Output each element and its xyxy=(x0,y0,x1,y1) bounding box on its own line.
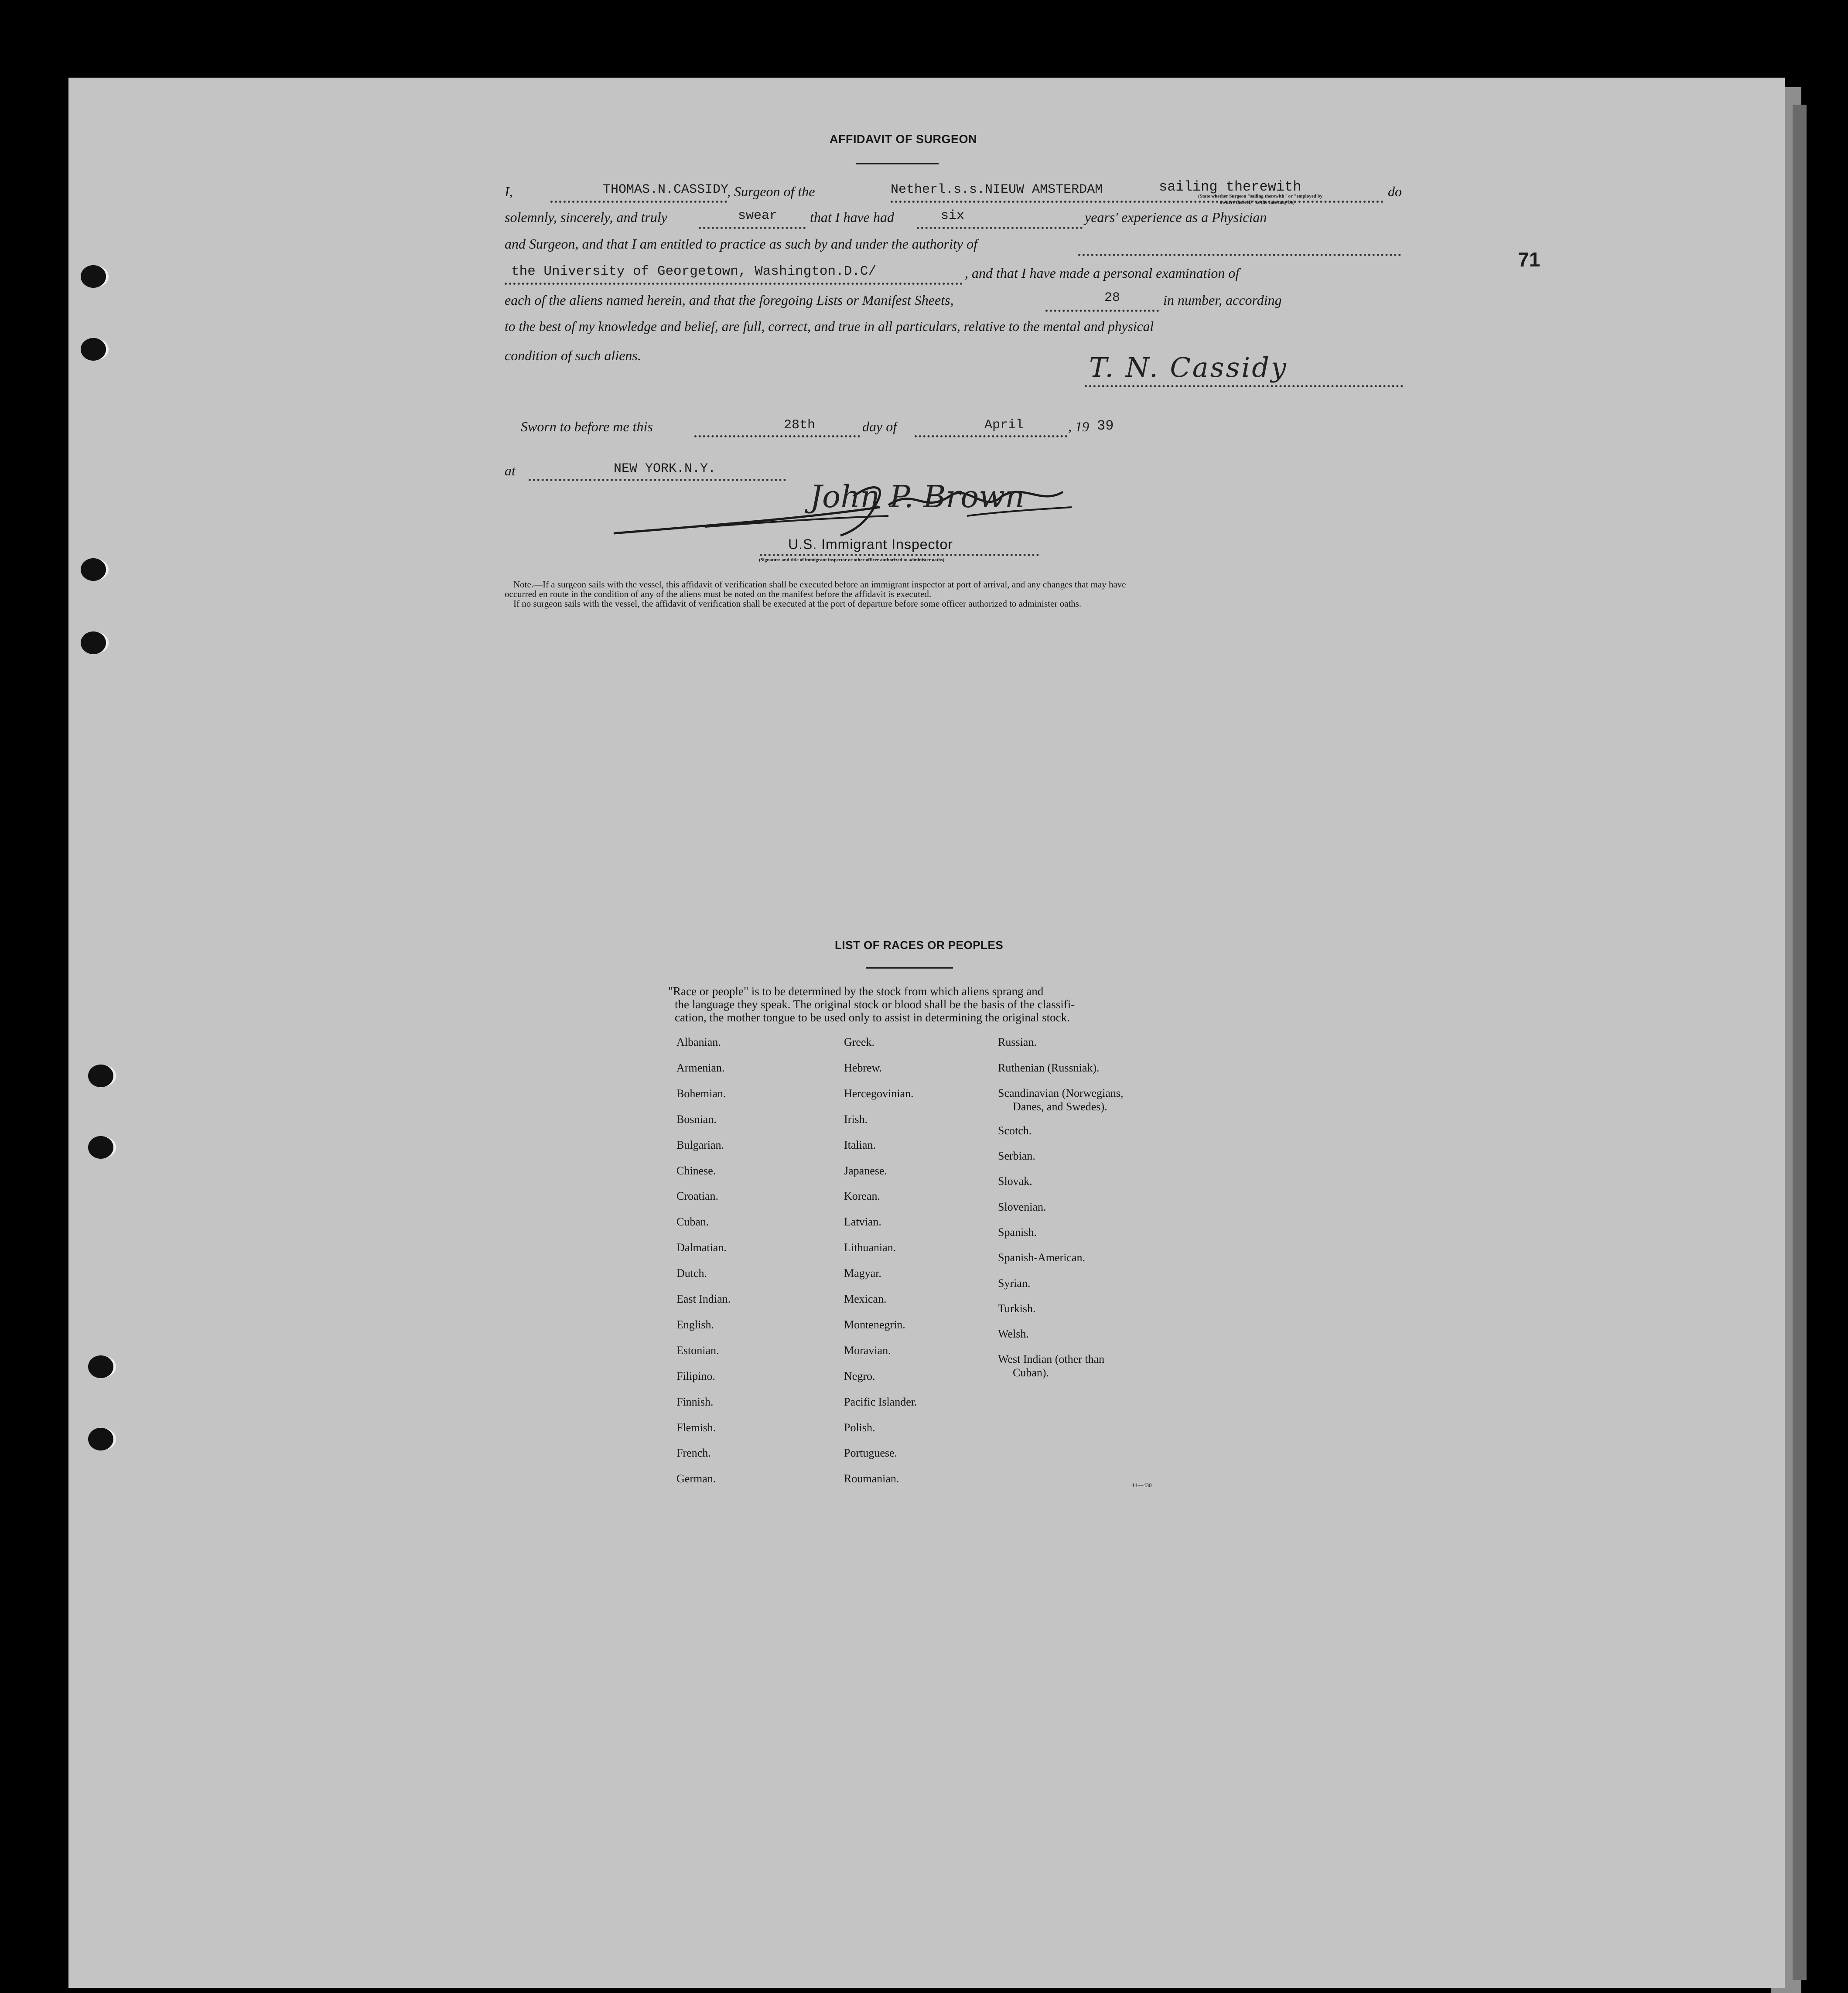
race-item: Portuguese. xyxy=(844,1447,898,1460)
race-item: Ruthenian (Russniak). xyxy=(998,1061,1100,1074)
race-item: Albanian. xyxy=(676,1036,721,1048)
race-item: Scotch. xyxy=(998,1124,1032,1137)
race-item: Danes, and Swedes). xyxy=(1013,1100,1107,1113)
race-item: Cuban. xyxy=(676,1215,709,1229)
oath-line xyxy=(699,227,806,229)
race-item: Hercegovinian. xyxy=(844,1087,914,1100)
affidavit-line-1c: do xyxy=(1388,184,1402,199)
race-item: Magyar. xyxy=(844,1267,881,1280)
vessel-name: Netherl.s.s.NIEUW AMSTERDAM xyxy=(891,182,1103,197)
race-item: Italian. xyxy=(844,1138,876,1151)
race-item: Spanish-American. xyxy=(998,1251,1086,1264)
race-item: Flemish. xyxy=(676,1421,716,1434)
binder-hole xyxy=(81,558,106,581)
at-label: at xyxy=(505,463,516,478)
surgeon-signature-line xyxy=(1085,385,1403,387)
authority-line-top xyxy=(1078,254,1401,256)
race-item: Hebrew. xyxy=(844,1061,882,1074)
race-item: Japanese. xyxy=(844,1164,887,1177)
note-line-3: If no surgeon sails with the vessel, the affidavit of verification shall be executed at the port of departure before some officer authorized to administer oaths. xyxy=(513,598,1082,609)
affidavit-line-2c: years' experience as a Physician xyxy=(1085,209,1267,225)
document-page xyxy=(68,78,1785,1988)
race-item: English. xyxy=(676,1318,714,1331)
inspector-caption: (Signature and title of immigrant inspector or other officer authorized to administer oaths) xyxy=(759,557,945,563)
month-line xyxy=(915,435,1067,437)
race-item: Korean. xyxy=(844,1190,881,1203)
sworn-text-a: Sworn to before me this xyxy=(521,419,653,434)
race-item: Greek. xyxy=(844,1036,875,1048)
race-item: Pacific Islander. xyxy=(844,1395,917,1408)
sworn-text-b: day of xyxy=(862,419,897,434)
race-item: Spanish. xyxy=(998,1226,1037,1239)
surgeon-name-line xyxy=(550,201,727,203)
affidavit-line-1a: I, xyxy=(505,184,513,199)
race-item: Irish. xyxy=(844,1113,868,1126)
binder-hole xyxy=(88,1065,113,1087)
race-item: Dalmatian. xyxy=(676,1241,727,1254)
race-item: Russian. xyxy=(998,1036,1037,1048)
affidavit-line-2b: that I have had xyxy=(810,209,894,225)
sailing-status: sailing therewith xyxy=(1159,179,1301,195)
years-line xyxy=(917,227,1083,229)
page-stack-edge-2 xyxy=(1793,105,1807,1980)
authority-name: the University of Georgetown, Washington.D.C/ xyxy=(511,264,877,279)
inspector-title: U.S. Immigrant Inspector xyxy=(788,536,953,552)
affidavit-line-1b: , Surgeon of the xyxy=(727,184,815,199)
race-item: Syrian. xyxy=(998,1277,1031,1290)
race-item: Slovenian. xyxy=(998,1201,1046,1213)
note-line-1: Note.—If a surgeon sails with the vessel, this affidavit of verification shall be executed before an immigrant inspector at port of arrival, and any changes that may have xyxy=(513,579,1126,590)
race-item: Slovak. xyxy=(998,1175,1032,1188)
race-item: Turkish. xyxy=(998,1302,1036,1315)
day-line xyxy=(694,435,860,437)
affidavit-line-5b: in number, according xyxy=(1163,292,1282,308)
race-item: Negro. xyxy=(844,1369,875,1382)
state-note-2: owners thereof," as the case may be) xyxy=(1220,200,1295,205)
race-item: Chinese. xyxy=(676,1164,716,1177)
affidavit-line-2a: solemnly, sincerely, and truly xyxy=(505,209,667,225)
sworn-month: April xyxy=(984,418,1024,433)
years-count: six xyxy=(941,208,965,223)
race-item: Latvian. xyxy=(844,1215,881,1229)
race-item: West Indian (other than xyxy=(998,1353,1105,1365)
sheets-count: 28 xyxy=(1104,290,1120,305)
sworn-day: 28th xyxy=(784,418,816,433)
title-rule xyxy=(856,163,939,164)
form-number: 14—430 xyxy=(1132,1482,1152,1488)
races-title-rule xyxy=(866,967,953,969)
race-item: Moravian. xyxy=(844,1344,891,1357)
race-item: Roumanian. xyxy=(844,1472,899,1485)
authority-line xyxy=(505,283,963,285)
binder-hole xyxy=(81,265,106,288)
affidavit-title: AFFIDAVIT OF SURGEON xyxy=(830,133,977,146)
races-title: LIST OF RACES OR PEOPLES xyxy=(835,938,1004,952)
sworn-year: 39 xyxy=(1097,418,1114,434)
vessel-line xyxy=(891,201,1383,203)
race-item: Estonian. xyxy=(676,1344,719,1357)
race-item: East Indian. xyxy=(676,1293,731,1305)
race-item: Scandinavian (Norwegians, xyxy=(998,1087,1124,1099)
race-item: Bohemian. xyxy=(676,1087,726,1100)
note-line-2: occurred en route in the condition of any of the aliens must be noted on the manifest before the affidavit is executed. xyxy=(505,589,932,599)
affidavit-line-3: and Surgeon, and that I am entitled to practice as such by and under the authority of xyxy=(505,236,977,252)
race-item: Welsh. xyxy=(998,1328,1029,1340)
race-item: Finnish. xyxy=(676,1395,714,1408)
sworn-text-c: , 19 xyxy=(1068,419,1089,434)
race-item: Croatian. xyxy=(676,1190,719,1203)
race-item: German. xyxy=(676,1472,716,1485)
race-item: Armenian. xyxy=(676,1061,725,1074)
race-item: Polish. xyxy=(844,1421,875,1434)
races-intro-2: the language they speak. The original stock or blood shall be the basis of the classifi- xyxy=(675,998,1075,1011)
race-item: Cuban). xyxy=(1013,1366,1049,1379)
race-item: Montenegrin. xyxy=(844,1318,905,1331)
binder-hole xyxy=(88,1428,113,1450)
races-intro-1: "Race or people" is to be determined by the stock from which aliens sprang and xyxy=(668,985,1044,998)
inspector-title-line xyxy=(760,554,1039,556)
race-item: French. xyxy=(676,1447,711,1460)
race-item: Filipino. xyxy=(676,1369,715,1382)
state-note-1: (State whether Surgeon "sailing therewith" or "employed by xyxy=(1198,194,1323,199)
binder-hole xyxy=(81,631,106,654)
race-item: Bulgarian. xyxy=(676,1138,724,1151)
binder-hole xyxy=(88,1355,113,1378)
oath-word: swear xyxy=(738,208,778,223)
race-item: Mexican. xyxy=(844,1293,887,1305)
surgeon-name: THOMAS.N.CASSIDY xyxy=(603,182,729,197)
race-item: Serbian. xyxy=(998,1150,1035,1162)
affidavit-line-6: to the best of my knowledge and belief, are full, correct, and true in all particulars, relative to the mental and physical xyxy=(505,319,1154,334)
race-item: Bosnian. xyxy=(676,1113,717,1126)
races-intro-3: cation, the mother tongue to be used only to assist in determining the original stock. xyxy=(675,1011,1070,1024)
race-item: Dutch. xyxy=(676,1267,707,1280)
surgeon-signature: T. N. Cassidy xyxy=(1089,352,1288,383)
place-name: NEW YORK.N.Y. xyxy=(614,461,716,476)
race-item: Lithuanian. xyxy=(844,1241,896,1254)
binder-hole xyxy=(88,1136,113,1159)
inspector-signature: John P. Brown xyxy=(810,479,1025,515)
affidavit-line-5a: each of the aliens named herein, and that the foregoing Lists or Manifest Sheets, xyxy=(505,292,954,308)
sheets-line xyxy=(1045,310,1159,312)
page-number: 71 xyxy=(1518,248,1541,271)
affidavit-line-7: condition of such aliens. xyxy=(505,348,641,363)
affidavit-line-4b: , and that I have made a personal examination of xyxy=(965,265,1240,281)
binder-hole xyxy=(81,338,106,361)
